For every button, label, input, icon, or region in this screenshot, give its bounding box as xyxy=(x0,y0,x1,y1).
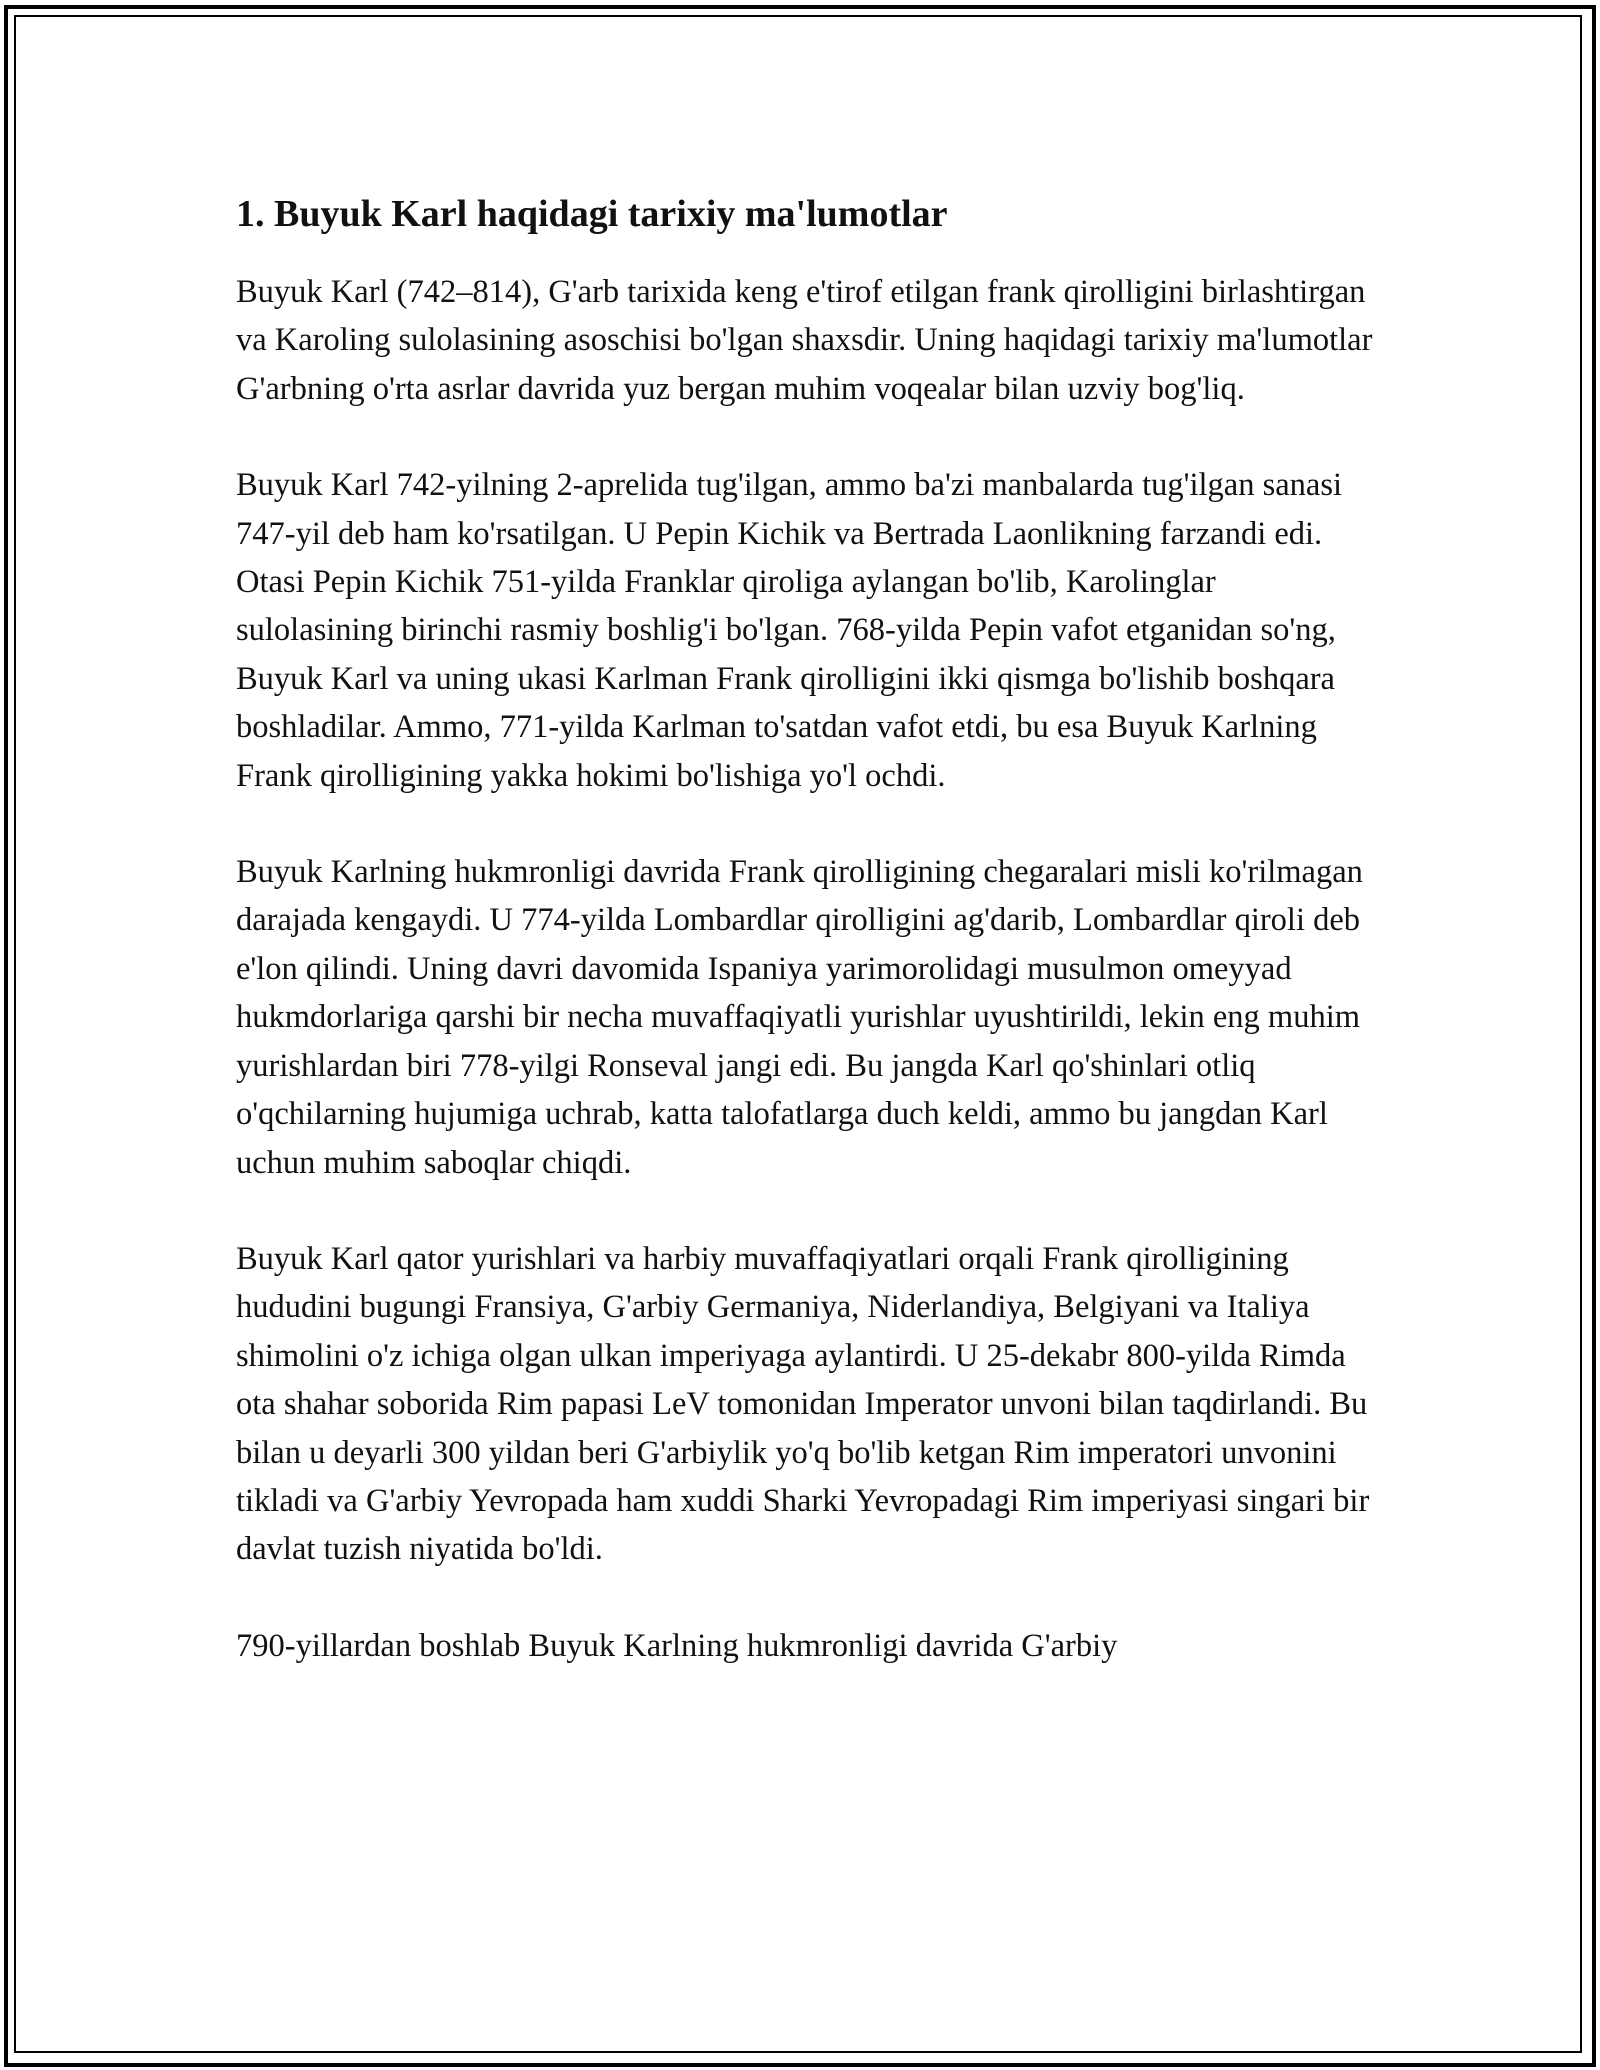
section-heading: 1. Buyuk Karl haqidagi tarixiy ma'lumotlar xyxy=(236,193,948,235)
paragraph-empire: Buyuk Karl qator yurishlari va harbiy muvaffaqiyatlari orqali Frank qirolligining hududini bugungi Fransiya, G'arbiy Germaniya, Niderlandiya, Belgiyani va Italiya shimolini o'z ichiga olgan ulkan imperiyaga aylantirdi. U 25-dekabr 800-yilda Rimda ota shahar soborida Rim papasi LeV tomonidan Imperator unvoni bilan taqdirlandi. Bu bilan u deyarli 300 yildan beri G'arbiylik yo'q bo'lib ketgan Rim imperatori unvonini tikladi va G'arbiy Yevropada ham xuddi Sharki Yevropadagi Rim imperiyasi singari bir davlat tuzish niyatida bo'ldi. xyxy=(236,1240,1370,1568)
paragraph-expansion: Buyuk Karlning hukmronligi davrida Frank qirolligining chegaralari misli ko'rilmagan darajada kengaydi. U 774-yilda Lombardlar qirolligini ag'darib, Lombardlar qiroli deb e'lon qilindi. Uning davri davomida Ispaniya yarimorolidagi musulmon omeyyad hukmdorlariga qarshi bir necha muvaffaqiyatli yurishlar uyushtirildi, lekin eng muhim yurishlardan biri 778-yilgi Ronseval jangi edi. Bu jangda Karl qo'shinlari otliq o'qchilarning hujumiga uchrab, katta talofatlarga duch keldi, ammo bu jangdan Karl uchun muhim saboqlar chiqdi. xyxy=(236,854,1363,1181)
paragraph-birth-and-succession: Buyuk Karl 742-yilning 2-aprelida tug'ilgan, ammo ba'zi manbalarda tug'ilgan sanasi 747-yil deb ham ko'rsatilgan. U Pepin Kichik va Bertrada Laonlikning farzandi edi. Otasi Pepin Kichik 751-yilda Franklar qiroliga aylangan bo'lib, Karolinglar sulolasining birinchi rasmiy boshlig'i bo'lgan. 768-yilda Pepin vafot etganidan so'ng, Buyuk Karl va uning ukasi Karlman Frank qirolligini ikki qismga bo'lishib boshqara boshladilar. Ammo, 771-yilda Karlman to'satdan vafot etdi, bu esa Buyuk Karlning Frank qirolligining yakka hokimi bo'lishiga yo'l ochdi. xyxy=(236,467,1343,794)
paragraph-intro: Buyuk Karl (742–814), G'arb tarixida keng e'tirof etilgan frank qirolligini birlashtirgan va Karoling sulolasining asoschisi bo'lgan shaxsdir. Uning haqidagi tarixiy ma'lumotlar G'arbning o'rta asrlar davrida yuz bergan muhim voqealar bilan uzviy bog'liq. xyxy=(236,274,1373,407)
paragraph-continuation: 790-yillardan boshlab Buyuk Karlning hukmronligi davrida G'arbiy xyxy=(236,1627,1118,1664)
document-body xyxy=(236,186,1376,1718)
